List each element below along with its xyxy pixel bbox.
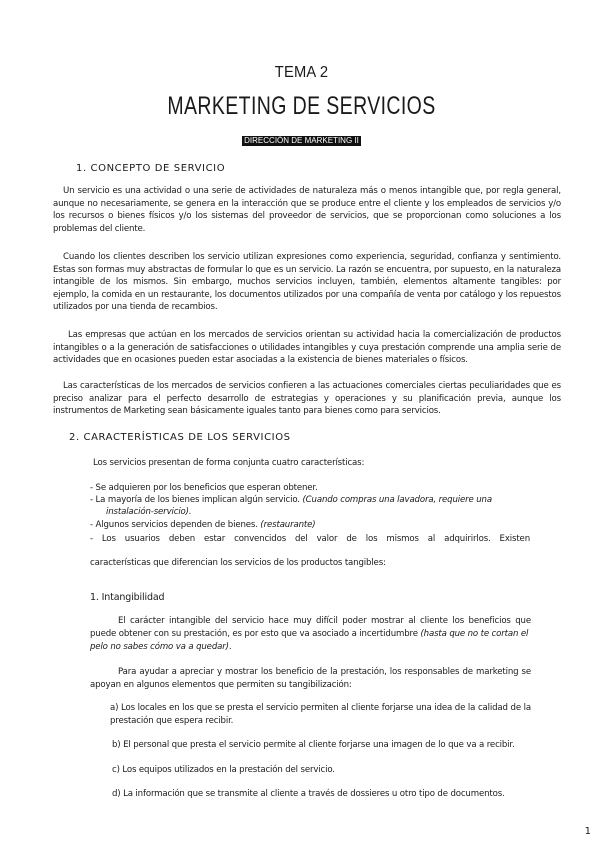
page-title: MARKETING DE SERVICIOS <box>167 92 436 120</box>
list-item: - Los usuarios deben estar convencidos del valor de los mismos al adquirirlos. Existen <box>90 534 530 544</box>
subsection-paragraph-line <box>90 641 231 654</box>
section-1-paragraph-4: Las características de los mercados de servicios confieren a las actuaciones comerciales ciertas peculiaridades que es preciso analizar para el perfecto desarrollo de estrategias y operaciones y su planificación previa, aunque los instrumentos de Marketing sean básicamente iguales tanto para bienes como para servicios. <box>53 381 561 417</box>
list-item: d) La información que se transmite al cliente a través de dossieres u otro tipo de documentos. <box>112 789 505 799</box>
list-item <box>90 494 530 507</box>
paragraph-example: (hasta que no te cortan el <box>420 629 529 639</box>
paragraph-period: . <box>228 642 232 652</box>
list-item-text: - Algunos servicios dependen de bienes. <box>90 520 258 530</box>
subsection-paragraph-2: Para ayudar a apreciar y mostrar los beneficio de la prestación, los responsables de marketing se apoyan en algunos elementos que permiten su tangibilización: <box>90 667 531 690</box>
topic-number: TEMA 2 <box>274 64 329 81</box>
section-2-followup: características que diferencian los servicios de los productos tangibles: <box>90 558 386 568</box>
list-item-text: - La mayoría de los bienes implican algún servicio. <box>90 495 300 505</box>
section-1-paragraph-1: Un servicio es una actividad o una serie de actividades de naturaleza más o menos intangible que, por regla general, aunque no necesariamente, se genera en la interacción que se produce entre el cliente y los empleados de servicios y/o los recursos o bienes físicos y/o los sistemas del proveedor de servicios, que se proporcionan como soluciones a los problemas del cliente. <box>53 186 561 234</box>
subtitle-wrapper <box>0 128 603 147</box>
subsection-heading: 1. Intangibilidad <box>90 592 165 603</box>
section-1-paragraph-2: Cuando los clientes describen los servicio utilizan expresiones como experiencia, seguridad, confianza y sentimiento. Estas son formas muy abstractas de formular lo que es un servicio. La razón se encuentra, por supuesto, en la naturaleza intangible de los mismos. Sin embargo, muchos servicios incluyen, también, elementos altamente tangibles: por ejemplo, la comida en un restaurante, los documentos utilizados por una compañía de venta por catálogo y los repuestos utilizados por una tienda de recambios. <box>53 252 561 313</box>
list-item <box>110 702 531 727</box>
course-subtitle: DIRECCIÓN DE MARKETING II <box>244 136 359 145</box>
list-item-text: a) Los locales en los que se presta el servicio permiten al cliente forjarse una idea de la calidad de la prestación que espera recibir. <box>110 703 531 726</box>
list-item-example: (Cuando compras una lavadora, requiere una <box>302 495 492 505</box>
subsection-paragraph-line <box>90 628 531 641</box>
section-2-heading: 2. CARACTERÍSTICAS DE LOS SERVICIOS <box>69 432 291 443</box>
list-item-example-continued: instalación-servicio). <box>106 507 192 517</box>
list-item: - Se adquieren por los beneficios que esperan obtener. <box>90 483 318 493</box>
list-item-example: (restaurante) <box>260 520 316 530</box>
list-item <box>90 519 315 532</box>
section-1-paragraph-3: Las empresas que actúan en los mercados de servicios orientan su actividad hacia la comercialización de productos intangibles o a la generación de satisfacciones o utilidades intangibles y cuya prestación comprende una amplia serie de actividades que en ocasiones pueden estar asociadas a la existencia de bienes materiales o físicos. <box>53 330 561 366</box>
page-number: 1 <box>584 826 591 837</box>
list-item: b) El personal que presta el servicio permite al cliente forjarse una imagen de lo que va a recibir. <box>112 740 515 750</box>
subsection-paragraph-line: El carácter intangible del servicio hace muy difícil poder mostrar al cliente los beneficios que <box>118 616 531 626</box>
section-1-heading: 1. CONCEPTO DE SERVICIO <box>76 163 226 174</box>
paragraph-text: puede obtener con su prestación, es por esto que va asociado a incertidumbre <box>90 629 418 639</box>
paragraph-example-continued: pelo no sabes cómo va a quedar) <box>90 642 229 652</box>
list-item: c) Los equipos utilizados en la prestación del servicio. <box>112 765 335 775</box>
section-2-intro: Los servicios presentan de forma conjunta cuatro características: <box>93 458 365 468</box>
